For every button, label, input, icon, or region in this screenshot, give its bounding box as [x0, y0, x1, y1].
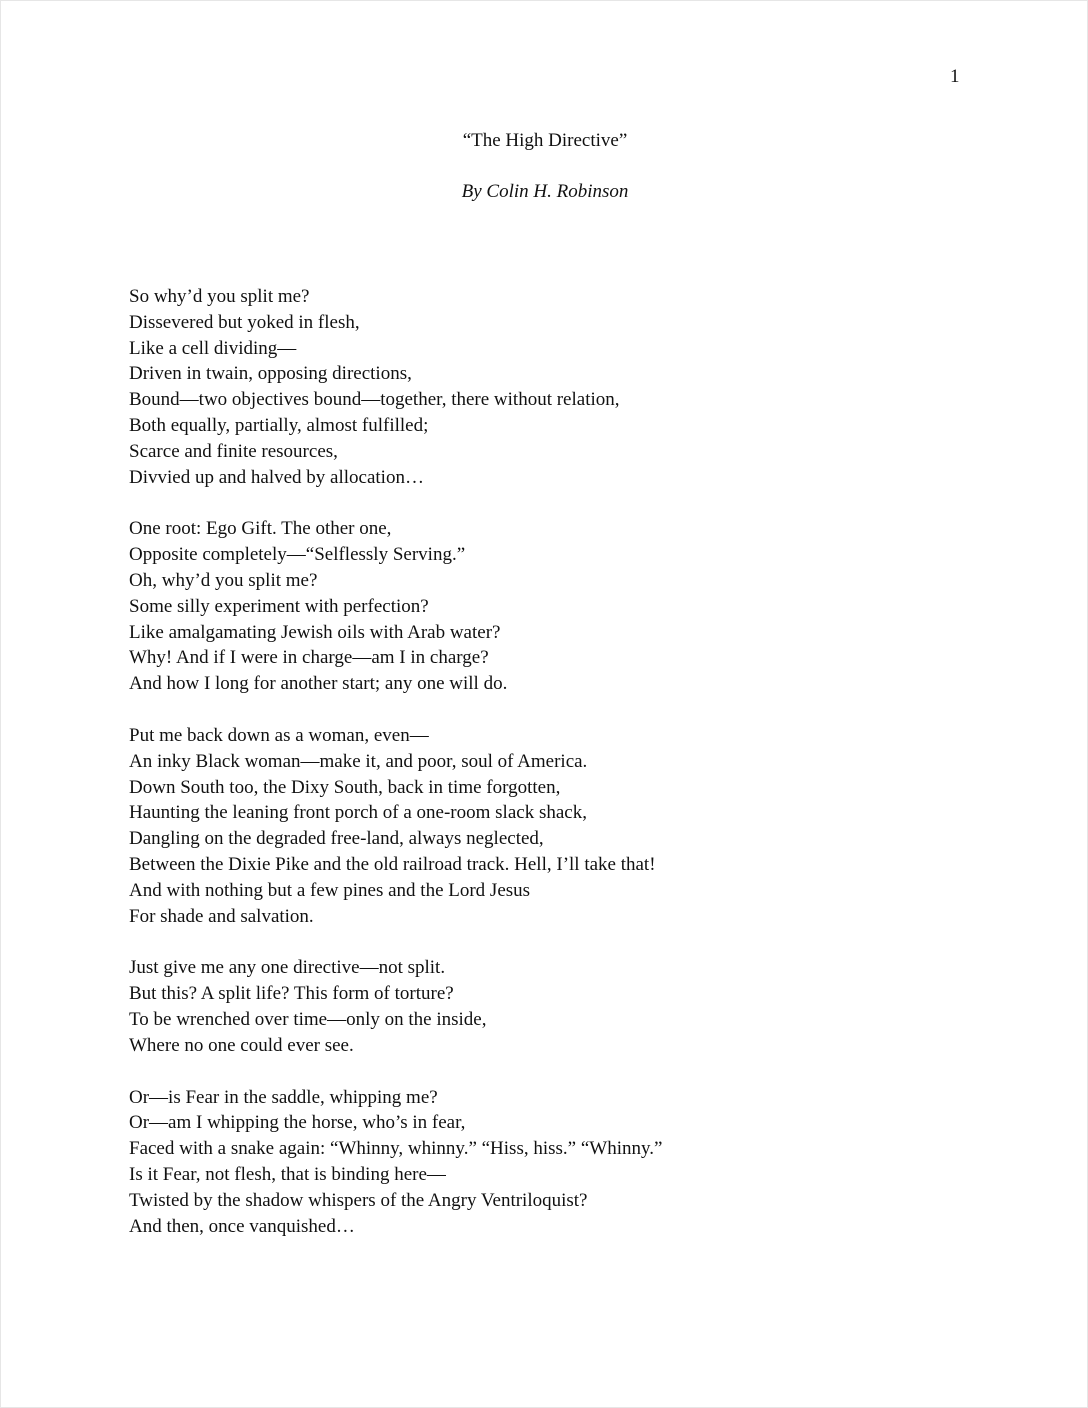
poem-line: Dissevered but yoked in flesh,: [129, 311, 360, 333]
poem-line: Where no one could ever see.: [129, 1034, 354, 1056]
poem-line: Scarce and finite resources,: [129, 440, 338, 462]
poem-line: Or—am I whipping the horse, who’s in fear,: [129, 1112, 466, 1134]
stanza-4: [129, 955, 1009, 1058]
poem-line: So why’d you split me?: [129, 286, 310, 307]
poem-line: Like a cell dividing—: [129, 337, 297, 359]
poem-line: For shade and salvation.: [129, 905, 314, 927]
poem-line: But this? A split life? This form of torture?: [129, 983, 454, 1005]
poem-line: And with nothing but a few pines and the Lord Jesus: [129, 879, 531, 901]
poem-byline: By Colin H. Robinson: [461, 181, 629, 202]
poem-line: Opposite completely—“Selflessly Serving.”: [129, 544, 466, 566]
page-number: 1: [950, 66, 960, 87]
poem-line: An inky Black woman—make it, and poor, soul of America.: [129, 750, 588, 772]
poem-line: To be wrenched over time—only on the inside,: [129, 1008, 487, 1030]
poem-line: Or—is Fear in the saddle, whipping me?: [129, 1086, 438, 1108]
stanza-3: [129, 723, 1009, 929]
poem-line: Haunting the leaning front porch of a one-room slack shack,: [129, 802, 587, 824]
poem-line: Is it Fear, not flesh, that is binding here—: [129, 1163, 446, 1185]
poem-line: Faced with a snake again: “Whinny, whinny.” “Hiss, hiss.” “Whinny.”: [129, 1138, 663, 1160]
poem-line: Between the Dixie Pike and the old railroad track. Hell, I’ll take that!: [129, 853, 656, 875]
poem-line: Like amalgamating Jewish oils with Arab water?: [129, 621, 501, 643]
poem-line: Bound—two objectives bound—together, there without relation,: [129, 389, 620, 411]
poem-line: Oh, why’d you split me?: [129, 569, 318, 591]
stanza-1: [129, 284, 1009, 490]
poem-line: Divvied up and halved by allocation…: [129, 466, 424, 488]
poem-line: Down South too, the Dixy South, back in time forgotten,: [129, 776, 561, 798]
poem-line: Driven in twain, opposing directions,: [129, 363, 412, 385]
poem-line: Some silly experiment with perfection?: [129, 595, 429, 617]
poem-title: “The High Directive”: [462, 130, 628, 151]
poem-line: Put me back down as a woman, even—: [129, 724, 429, 746]
stanza-2: [129, 516, 1009, 697]
poem-line: Why! And if I were in charge—am I in charge?: [129, 647, 489, 669]
poem-line: And how I long for another start; any one will do.: [129, 673, 508, 695]
stanza-5: [129, 1085, 1009, 1240]
poem-line: Dangling on the degraded free-land, always neglected,: [129, 828, 544, 850]
poem-body: [129, 284, 1009, 1265]
poem-line: And then, once vanquished…: [129, 1215, 355, 1237]
poem-line: Just give me any one directive—not split.: [129, 957, 446, 979]
poem-line: One root: Ego Gift. The other one,: [129, 518, 392, 540]
poem-line: Twisted by the shadow whispers of the Angry Ventriloquist?: [129, 1189, 588, 1211]
poem-line: Both equally, partially, almost fulfilled;: [129, 414, 429, 436]
